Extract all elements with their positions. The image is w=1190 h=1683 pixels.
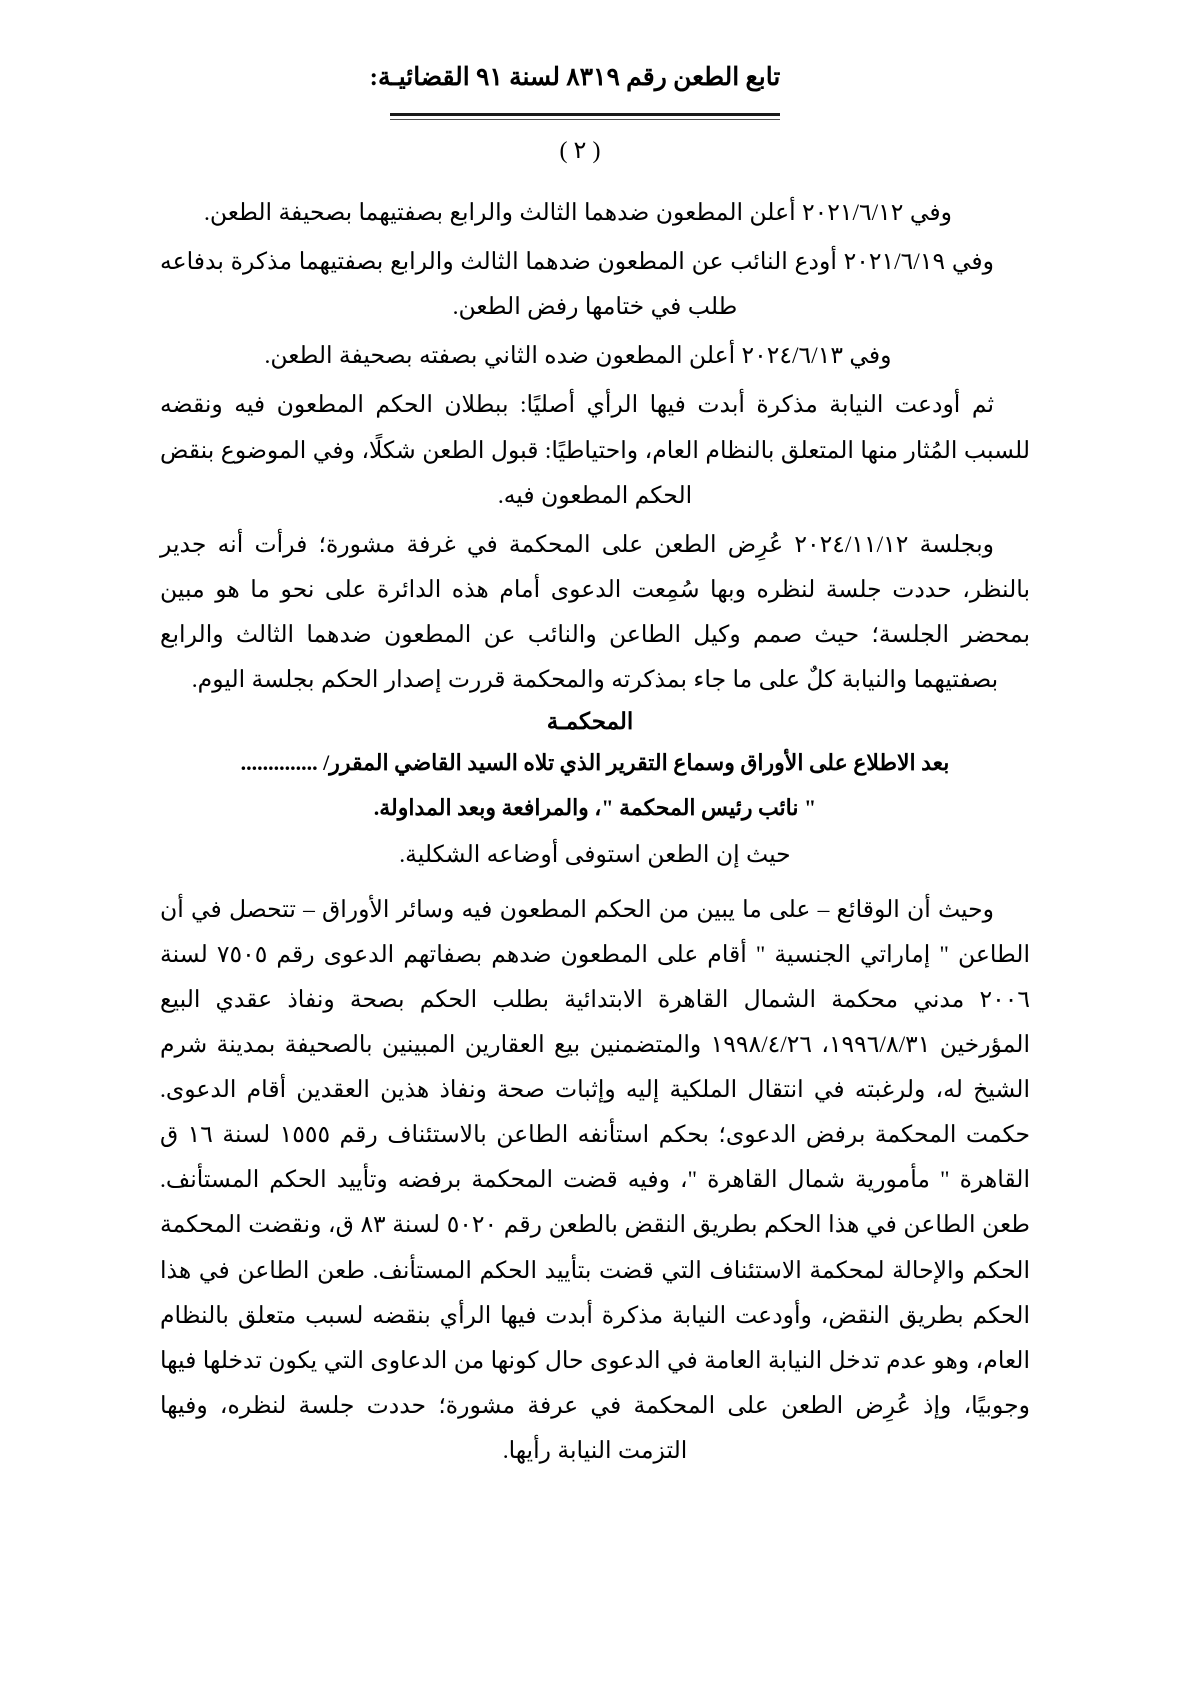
paragraph-session-review: وبجلسة ٢٠٢٤/١١/١٢ عُرِض الطعن على المحكمة في غرفة مشورة؛ فرأت أنه جدير بالنظر، حددت جلسة لنظره وبها سُمِعت الدعوى أمام هذه الدائرة على نحو ما هو مبين بمحضر الجلسة؛ حيث صمم وكيل الطاعن والنائب عن المطعون ضدهما الثالث والرابع بصفتيهما والنيابة كلٌ على ما جاء بمذكرته والمحكمة قررت إصدار الحكم بجلسة اليوم. — [160, 531, 1030, 694]
bold-paragraph-review-line-2: " نائب رئيس المحكمة "، والمرافعة وبعد المداولة. — [373, 794, 817, 820]
paragraph-prosecution-opinion: ثم أودعت النيابة مذكرة أبدت فيها الرأي أصليًا: ببطلان الحكم المطعون فيه ونقضه للسبب المُثار منها المتعلق بالنظام العام، واحتياطيًا: قبول الطعن شكلًا، وفي الموضوع بنقض الحكم المطعون فيه. — [160, 392, 1030, 509]
paragraph-announcement-1: وفي ٢٠٢١/٦/١٢ أعلن المطعون ضدهما الثالث والرابع بصفتيهما بصحيفة الطعن. — [204, 200, 952, 226]
paragraph-formalities: حيث إن الطعن استوفى أوضاعه الشكلية. — [399, 841, 791, 868]
paragraph-deposit-memo: وفي ٢٠٢١/٦/١٩ أودع النائب عن المطعون ضدهما الثالث والرابع بصفتيهما مذكرة بدفاعه طلب في ختامها رفض الطعن. — [160, 249, 994, 321]
court-heading: المحكمـة — [546, 709, 634, 735]
rule-thick-line — [390, 113, 780, 116]
document-content — [160, 60, 1030, 1478]
page-number: ( ٢ ) — [559, 138, 601, 164]
double-rule — [390, 113, 780, 120]
header-divider — [160, 113, 1030, 120]
paragraph-facts: وحيث أن الوقائع – على ما يبين من الحكم المطعون فيه وسائر الأوراق – تتحصل في أن الطاعن " إماراتي الجنسية " أقام على المطعون ضدهم بصفاتهم الدعوى رقم ٧٥٠٥ لسنة ٢٠٠٦ مدني محكمة الشمال القاهرة الابتدائية بطلب الحكم بصحة ونفاذ عقدي البيع المؤرخين ١٩٩٦/٨/٣١، ١٩٩٨/٤/٢٦ والمتضمنين بيع العقارين المبينين بالصحيفة بمدينة شرم الشيخ له، ولرغبته في انتقال الملكية إليه وإثبات صحة ونفاذ هذين العقدين أقام الدعوى. حكمت المحكمة برفض الدعوى؛ بحكم استأنفه الطاعن بالاستئناف رقم ١٥٥٥ لسنة ١٦ ق القاهرة " مأمورية شمال القاهرة "، وفيه قضت المحكمة برفضه وتأييد الحكم المستأنف. طعن الطاعن في هذا الحكم بطريق النقض بالطعن رقم ٥٠٢٠ لسنة ٨٣ ق، ونقضت المحكمة الحكم والإحالة لمحكمة الاستئناف التي قضت بتأييد الحكم المستأنف. طعن الطاعن في هذا الحكم بطريق النقض، وأودعت النيابة مذكرة أبدت فيها الرأي بنقضه لسبب متعلق بالنظام العام، وهو عدم تدخل النيابة العامة في الدعوى حال كونها من الدعاوى التي يكون تدخلها فيها وجوبيًا، وإذ عُرِض الطعن على المحكمة في عرفة مشورة؛ حددت جلسة لنظره، وفيها التزمت النيابة رأيها. — [160, 896, 1031, 1464]
document-header-title: تابع الطعن رقم ٨٣١٩ لسنة ٩١ القضائيـة: — [369, 64, 781, 91]
bold-paragraph-review-line-1: بعد الاطلاع على الأوراق وسماع التقرير الذي تلاه السيد القاضي المقرر/ .............. — [240, 750, 950, 776]
rule-thin-line — [390, 119, 780, 120]
paragraph-announcement-2: وفي ٢٠٢٤/٦/١٣ أعلن المطعون ضده الثاني بصفته بصحيفة الطعن. — [264, 343, 892, 370]
